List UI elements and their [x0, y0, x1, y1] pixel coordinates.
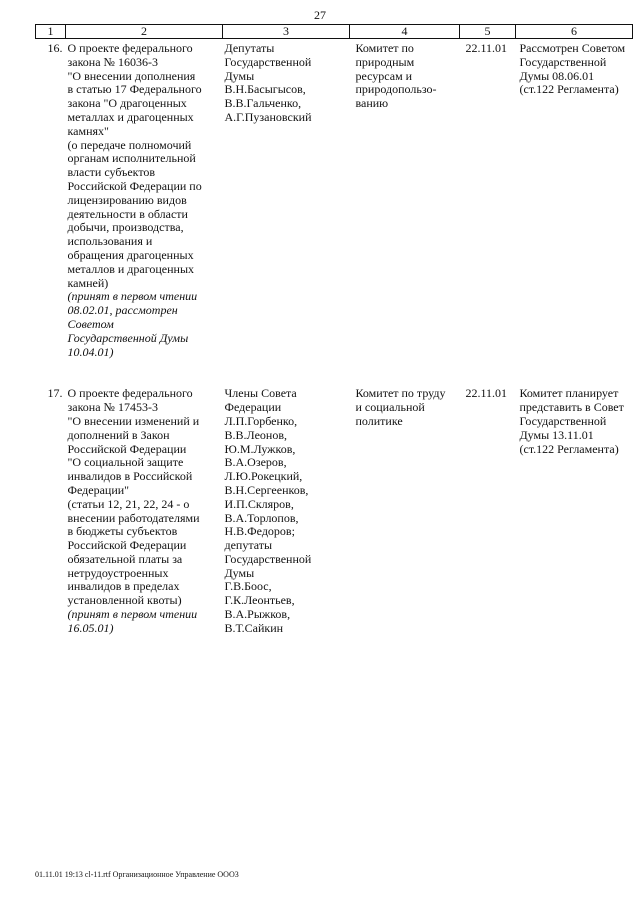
authors-line: Федерации — [224, 400, 282, 415]
column-number: 5 — [460, 25, 516, 39]
table-row — [36, 42, 633, 359]
footer-text: 01.11.01 19:13 cl-11.rtf Организационное Управление ООО3 — [35, 870, 239, 879]
bill-title-cell — [66, 387, 223, 635]
document-table — [35, 24, 633, 636]
title-line: инвалидов в пределах — [67, 579, 180, 594]
committee-cell — [350, 42, 460, 359]
status-line: Комитет планирует — [519, 386, 619, 401]
status-cell — [516, 387, 633, 635]
authors-line: Ю.М.Лужков, — [224, 441, 296, 456]
column-number: 4 — [350, 25, 460, 39]
status-line: Рассмотрен Советом — [519, 41, 626, 55]
authors-line: Н.В.Федоров; — [224, 524, 295, 539]
title-line: лицензированию видов — [67, 192, 187, 207]
authors-line: В.Н.Сергеенков, — [224, 482, 309, 497]
title-line: в бюджеты субъектов — [67, 524, 178, 539]
title-line: дополнений в Закон — [67, 427, 170, 442]
committee-line: Комитет по — [355, 41, 414, 55]
status-line: представить в Совет — [519, 400, 624, 415]
authors-line: Л.Ю.Рокецкий, — [224, 469, 303, 484]
table-body — [36, 39, 633, 636]
note-line: Государственной Думы — [67, 330, 189, 345]
status-line: Государственной — [519, 413, 607, 428]
status-line: Думы 13.11.01 — [519, 427, 594, 442]
title-line: обращения драгоценных — [67, 247, 194, 262]
date-cell: 22.11.01 — [465, 386, 508, 401]
note-line: (принят в первом чтении — [67, 607, 198, 622]
authors-line: В.А.Озеров, — [224, 455, 287, 470]
title-line: установленной квоты) — [67, 593, 182, 608]
committee-line: политике — [355, 413, 403, 428]
title-line: в статью 17 Федерального — [67, 82, 202, 97]
note-line: 08.02.01, рассмотрен — [67, 303, 178, 318]
title-line: камней) — [67, 275, 109, 290]
committee-line: и социальной — [355, 400, 425, 415]
committee-line: ванию — [355, 96, 389, 111]
title-line: (статьи 12, 21, 22, 24 - о — [67, 496, 190, 511]
authors-line: В.Н.Басыгысов, — [224, 82, 306, 97]
authors-line: В.Т.Сайкин — [224, 620, 284, 635]
title-line: металлах и драгоценных — [67, 109, 194, 124]
title-line: "О внесении дополнения — [67, 68, 196, 83]
authors-line: Государственной — [224, 551, 312, 566]
item-number: 16. — [47, 41, 63, 55]
authors-line: Г.В.Боос, — [224, 579, 272, 594]
title-line: использования и — [67, 234, 153, 249]
bill-title-cell — [66, 42, 223, 359]
status-cell — [516, 42, 633, 359]
authors-line: Думы — [224, 565, 255, 580]
authors-line: депутаты — [224, 538, 273, 553]
status-line: (ст.122 Регламента) — [519, 441, 619, 456]
note-line: Советом — [67, 316, 114, 331]
title-line: Российской Федерации — [67, 441, 187, 456]
authors-line: Депутаты — [224, 41, 275, 55]
title-line: обязательной платы за — [67, 551, 183, 566]
title-line: "О внесении изменений и — [67, 413, 200, 428]
authors-line: Г.К.Леонтьев, — [224, 593, 295, 608]
title-line: Российской Федерации по — [67, 178, 202, 193]
title-line: власти субъектов — [67, 165, 156, 180]
authors-line: Думы — [224, 68, 255, 83]
title-line: деятельности в области — [67, 206, 188, 221]
row-spacer — [36, 359, 633, 387]
title-line: Федерации" — [67, 482, 130, 497]
title-line: закона № 16036-3 — [67, 54, 158, 69]
authors-line: В.А.Торлопов, — [224, 510, 299, 525]
authors-line: Члены Совета — [224, 386, 297, 401]
committee-line: Комитет по труду — [355, 386, 446, 401]
note-line: 10.04.01) — [67, 344, 114, 359]
committee-line: ресурсам и — [355, 68, 413, 83]
column-number: 1 — [36, 25, 66, 39]
title-line: органам исполнительной — [67, 151, 196, 166]
column-number: 3 — [223, 25, 350, 39]
committee-line: природным — [355, 54, 415, 69]
title-line: О проекте федерального — [67, 386, 193, 401]
status-line: (ст.122 Регламента) — [519, 82, 619, 97]
date-cell: 22.11.01 — [465, 41, 508, 55]
title-line: металлов и драгоценных — [67, 261, 195, 276]
status-line: Думы 08.06.01 — [519, 68, 595, 83]
title-line: (о передаче полномочий — [67, 137, 192, 152]
authors-line: А.Г.Пузановский — [224, 109, 312, 124]
title-line: инвалидов в Российской — [67, 469, 193, 484]
title-line: добычи, производства, — [67, 220, 184, 235]
title-line: нетрудоустроенных — [67, 565, 169, 580]
committee-cell — [350, 387, 460, 635]
title-line: закона "О драгоценных — [67, 96, 187, 111]
status-line: Государственной — [519, 54, 607, 69]
column-number: 2 — [66, 25, 223, 39]
authors-line: В.А.Рыжков, — [224, 607, 291, 622]
note-line: 16.05.01) — [67, 620, 114, 635]
authors-cell — [223, 387, 350, 635]
authors-line: Л.П.Горбенко, — [224, 413, 298, 428]
authors-line: В.В.Гальченко, — [224, 96, 302, 111]
item-number: 17. — [47, 386, 63, 401]
title-line: внесении работодателями — [67, 510, 200, 525]
authors-cell — [223, 42, 350, 359]
title-line: закона № 17453-3 — [67, 400, 158, 415]
authors-line: В.В.Леонов, — [224, 427, 287, 442]
column-number-row — [36, 25, 633, 39]
title-line: камнях" — [67, 123, 109, 138]
page-number: 27 — [314, 8, 326, 22]
authors-line: Государственной — [224, 54, 312, 69]
title-line: О проекте федерального — [67, 41, 193, 55]
committee-line: природопользо- — [355, 82, 437, 97]
column-number: 6 — [516, 25, 633, 39]
table-row — [36, 387, 633, 635]
authors-line: И.П.Скляров, — [224, 496, 294, 511]
title-line: "О социальной защите — [67, 455, 184, 470]
title-line: Российской Федерации — [67, 538, 187, 553]
note-line: (принят в первом чтении — [67, 289, 198, 304]
